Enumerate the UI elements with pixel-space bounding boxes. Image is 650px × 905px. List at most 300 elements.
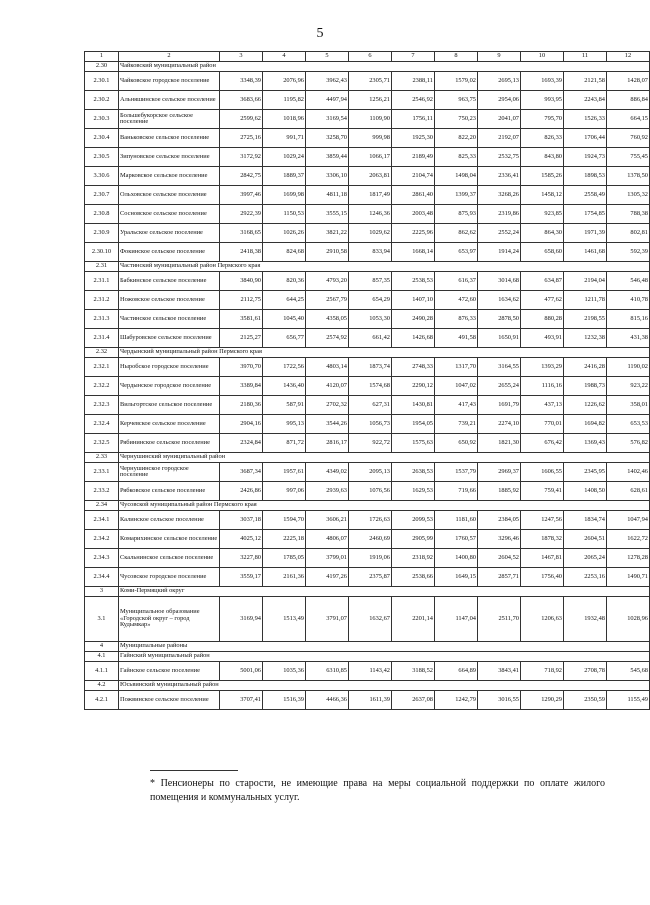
row-code: 2.30.5 <box>85 148 119 167</box>
value-cell: 3683,66 <box>220 91 263 110</box>
value-cell: 2748,33 <box>392 358 435 377</box>
column-header: 1 <box>85 52 119 62</box>
table-row <box>85 272 650 291</box>
value-cell: 1925,30 <box>392 129 435 148</box>
value-cell: 417,43 <box>435 396 478 415</box>
value-cell: 493,91 <box>521 329 564 348</box>
row-code: 2.31.1 <box>85 272 119 291</box>
value-cell: 2189,49 <box>392 148 435 167</box>
row-code: 4.2 <box>85 681 119 691</box>
table-row <box>85 463 650 482</box>
value-cell: 2384,05 <box>478 511 521 530</box>
value-cell: 3169,54 <box>306 110 349 129</box>
value-cell: 2861,40 <box>392 186 435 205</box>
section-name: Юсьвинский муниципальный район <box>119 681 650 691</box>
row-code: 2.31.3 <box>85 310 119 329</box>
value-cell: 4793,20 <box>306 272 349 291</box>
section-row <box>85 262 650 272</box>
footnote-separator <box>150 770 238 771</box>
value-cell: 1150,53 <box>263 205 306 224</box>
value-cell: 2180,36 <box>220 396 263 415</box>
value-cell: 2198,55 <box>564 310 607 329</box>
table-row <box>85 482 650 501</box>
value-cell: 1611,39 <box>349 691 392 710</box>
value-cell: 2003,48 <box>392 205 435 224</box>
value-cell: 1047,94 <box>607 511 650 530</box>
column-header: 4 <box>263 52 306 62</box>
column-header: 5 <box>306 52 349 62</box>
value-cell: 2969,37 <box>478 463 521 482</box>
section-row <box>85 501 650 511</box>
value-cell: 2375,87 <box>349 568 392 587</box>
value-cell: 2910,58 <box>306 243 349 262</box>
value-cell: 750,23 <box>435 110 478 129</box>
value-cell: 1430,81 <box>392 396 435 415</box>
value-cell: 922,72 <box>349 434 392 453</box>
value-cell: 2161,36 <box>263 568 306 587</box>
value-cell: 2857,71 <box>478 568 521 587</box>
value-cell: 676,42 <box>521 434 564 453</box>
row-code: 3.30.6 <box>85 167 119 186</box>
value-cell: 1393,29 <box>521 358 564 377</box>
value-cell: 2095,13 <box>349 463 392 482</box>
value-cell: 3559,17 <box>220 568 263 587</box>
section-row <box>85 62 650 72</box>
value-cell: 627,31 <box>349 396 392 415</box>
settlement-name: Скальнинское сельское поселение <box>119 549 220 568</box>
value-cell: 656,77 <box>263 329 306 348</box>
value-cell: 1579,02 <box>435 72 478 91</box>
value-cell: 1399,37 <box>435 186 478 205</box>
row-code: 2.32 <box>85 348 119 358</box>
table-row <box>85 530 650 549</box>
value-cell: 545,68 <box>607 662 650 681</box>
value-cell: 923,85 <box>521 205 564 224</box>
row-code: 4.1.1 <box>85 662 119 681</box>
value-cell: 1408,50 <box>564 482 607 501</box>
value-cell: 825,33 <box>435 148 478 167</box>
section-name: Чусовской муниципальный район Пермского края <box>119 501 650 511</box>
value-cell: 963,75 <box>435 91 478 110</box>
row-code: 2.30.7 <box>85 186 119 205</box>
value-cell: 1206,63 <box>521 597 564 642</box>
value-cell: 1932,48 <box>564 597 607 642</box>
value-cell: 2290,12 <box>392 377 435 396</box>
value-cell: 2708,78 <box>564 662 607 681</box>
value-cell: 653,97 <box>435 243 478 262</box>
column-header: 8 <box>435 52 478 62</box>
settlement-name: Чернушинское городское поселение <box>119 463 220 482</box>
row-code: 2.30.8 <box>85 205 119 224</box>
value-cell: 5001,06 <box>220 662 263 681</box>
row-code: 4.1 <box>85 652 119 662</box>
value-cell: 1756,40 <box>521 568 564 587</box>
settlement-name: Большебукорское сельское поселение <box>119 110 220 129</box>
value-cell: 2567,79 <box>306 291 349 310</box>
row-code: 3.1 <box>85 597 119 642</box>
value-cell: 1056,73 <box>349 415 392 434</box>
settlement-name: Рябковское сельское поселение <box>119 482 220 501</box>
value-cell: 3258,70 <box>306 129 349 148</box>
value-cell: 616,37 <box>435 272 478 291</box>
value-cell: 4466,36 <box>306 691 349 710</box>
settlement-name: Марковское сельское поселение <box>119 167 220 186</box>
value-cell: 755,45 <box>607 148 650 167</box>
value-cell: 2538,66 <box>392 568 435 587</box>
table-row <box>85 148 650 167</box>
row-code: 2.34.2 <box>85 530 119 549</box>
value-cell: 1873,74 <box>349 358 392 377</box>
value-cell: 2305,71 <box>349 72 392 91</box>
value-cell: 2702,32 <box>306 396 349 415</box>
value-cell: 788,38 <box>607 205 650 224</box>
settlement-name: Уральское сельское поселение <box>119 224 220 243</box>
value-cell: 1369,43 <box>564 434 607 453</box>
settlement-name: Ножовское сельское поселение <box>119 291 220 310</box>
value-cell: 1290,29 <box>521 691 564 710</box>
row-code: 2.30.2 <box>85 91 119 110</box>
value-cell: 1691,79 <box>478 396 521 415</box>
value-cell: 650,92 <box>435 434 478 453</box>
value-cell: 2574,92 <box>306 329 349 348</box>
value-cell: 1575,63 <box>392 434 435 453</box>
value-cell: 2637,08 <box>392 691 435 710</box>
value-cell: 3843,41 <box>478 662 521 681</box>
value-cell: 664,89 <box>435 662 478 681</box>
section-row <box>85 453 650 463</box>
table-row <box>85 186 650 205</box>
value-cell: 1047,02 <box>435 377 478 396</box>
value-cell: 718,92 <box>521 662 564 681</box>
row-code: 2.33.2 <box>85 482 119 501</box>
value-cell: 760,92 <box>607 129 650 148</box>
row-code: 2.32.1 <box>85 358 119 377</box>
value-cell: 477,62 <box>521 291 564 310</box>
value-cell: 2460,69 <box>349 530 392 549</box>
value-cell: 875,93 <box>435 205 478 224</box>
value-cell: 2201,14 <box>392 597 435 642</box>
settlement-name: Альняшинское сельское поселение <box>119 91 220 110</box>
value-cell: 3970,70 <box>220 358 263 377</box>
value-cell: 2532,75 <box>478 148 521 167</box>
column-header: 10 <box>521 52 564 62</box>
value-cell: 1878,32 <box>521 530 564 549</box>
settlement-name: Чердынское городское поселение <box>119 377 220 396</box>
value-cell: 1029,62 <box>349 224 392 243</box>
value-cell: 1076,56 <box>349 482 392 501</box>
value-cell: 1594,70 <box>263 511 306 530</box>
value-cell: 2065,24 <box>564 549 607 568</box>
value-cell: 2725,16 <box>220 129 263 148</box>
value-cell: 4803,14 <box>306 358 349 377</box>
value-cell: 2490,28 <box>392 310 435 329</box>
value-cell: 3791,07 <box>306 597 349 642</box>
value-cell: 1760,57 <box>435 530 478 549</box>
value-cell: 1195,82 <box>263 91 306 110</box>
value-cell: 2121,58 <box>564 72 607 91</box>
column-header: 6 <box>349 52 392 62</box>
settlement-name: Частинское сельское поселение <box>119 310 220 329</box>
value-cell: 795,70 <box>521 110 564 129</box>
value-cell: 1574,68 <box>349 377 392 396</box>
value-cell: 1247,56 <box>521 511 564 530</box>
value-cell: 1467,81 <box>521 549 564 568</box>
row-code: 2.31.2 <box>85 291 119 310</box>
value-cell: 3555,15 <box>306 205 349 224</box>
row-code: 2.31.4 <box>85 329 119 348</box>
value-cell: 1756,11 <box>392 110 435 129</box>
value-cell: 2225,18 <box>263 530 306 549</box>
section-row <box>85 587 650 597</box>
value-cell: 2194,04 <box>564 272 607 291</box>
value-cell: 995,13 <box>263 415 306 434</box>
value-cell: 2243,84 <box>564 91 607 110</box>
value-cell: 1461,68 <box>564 243 607 262</box>
value-cell: 3389,84 <box>220 377 263 396</box>
value-cell: 2558,49 <box>564 186 607 205</box>
value-cell: 997,06 <box>263 482 306 501</box>
value-cell: 4349,02 <box>306 463 349 482</box>
settlement-name: Сосновское сельское поселение <box>119 205 220 224</box>
value-cell: 3016,55 <box>478 691 521 710</box>
value-cell: 2638,53 <box>392 463 435 482</box>
value-cell: 1317,70 <box>435 358 478 377</box>
value-cell: 4025,12 <box>220 530 263 549</box>
row-code: 2.30.9 <box>85 224 119 243</box>
value-cell: 880,28 <box>521 310 564 329</box>
value-cell: 1498,04 <box>435 167 478 186</box>
value-cell: 820,36 <box>263 272 306 291</box>
section-row <box>85 681 650 691</box>
value-cell: 1246,36 <box>349 205 392 224</box>
table-row <box>85 72 650 91</box>
value-cell: 1428,07 <box>607 72 650 91</box>
settlement-name: Муниципальное образование «Городской округ – город Кудымкар» <box>119 597 220 642</box>
section-name: Чердынский муниципальный район Пермского края <box>119 348 650 358</box>
table-row <box>85 597 650 642</box>
value-cell: 770,01 <box>521 415 564 434</box>
column-header: 2 <box>119 52 220 62</box>
value-cell: 2345,95 <box>564 463 607 482</box>
settlement-name: Калинское сельское поселение <box>119 511 220 530</box>
table-row <box>85 224 650 243</box>
value-cell: 1402,46 <box>607 463 650 482</box>
row-code: 2.32.5 <box>85 434 119 453</box>
value-cell: 2350,59 <box>564 691 607 710</box>
value-cell: 1957,61 <box>263 463 306 482</box>
value-cell: 358,01 <box>607 396 650 415</box>
value-cell: 2604,52 <box>478 549 521 568</box>
value-cell: 2695,13 <box>478 72 521 91</box>
value-cell: 1817,49 <box>349 186 392 205</box>
row-code: 4 <box>85 642 119 652</box>
value-cell: 1155,49 <box>607 691 650 710</box>
row-code: 2.32.2 <box>85 377 119 396</box>
table-row <box>85 291 650 310</box>
column-number-row <box>85 52 650 62</box>
value-cell: 1190,02 <box>607 358 650 377</box>
value-cell: 2418,38 <box>220 243 263 262</box>
value-cell: 1606,55 <box>521 463 564 482</box>
value-cell: 3188,52 <box>392 662 435 681</box>
value-cell: 3348,39 <box>220 72 263 91</box>
value-cell: 628,61 <box>607 482 650 501</box>
value-cell: 2112,75 <box>220 291 263 310</box>
value-cell: 3296,46 <box>478 530 521 549</box>
value-cell: 1211,78 <box>564 291 607 310</box>
value-cell: 864,30 <box>521 224 564 243</box>
table-row <box>85 129 650 148</box>
value-cell: 1256,21 <box>349 91 392 110</box>
footnote: * Пенсионеры по старости, не имеющие права на меры социальной поддержки по оплате жилого помещения и коммунальных услуг. <box>150 778 605 803</box>
value-cell: 2599,62 <box>220 110 263 129</box>
value-cell: 2655,24 <box>478 377 521 396</box>
value-cell: 4120,07 <box>306 377 349 396</box>
value-cell: 2816,17 <box>306 434 349 453</box>
table-row <box>85 167 650 186</box>
table-row <box>85 205 650 224</box>
section-name: Гайнский муниципальный район <box>119 652 650 662</box>
value-cell: 1650,91 <box>478 329 521 348</box>
value-cell: 2104,74 <box>392 167 435 186</box>
value-cell: 1634,62 <box>478 291 521 310</box>
value-cell: 3707,41 <box>220 691 263 710</box>
row-code: 2.30 <box>85 62 119 72</box>
value-cell: 2842,75 <box>220 167 263 186</box>
settlement-name: Вильгортское сельское поселение <box>119 396 220 415</box>
value-cell: 2041,07 <box>478 110 521 129</box>
value-cell: 3581,61 <box>220 310 263 329</box>
settlement-name: Бабкинское сельское поселение <box>119 272 220 291</box>
value-cell: 1693,39 <box>521 72 564 91</box>
value-cell: 1035,36 <box>263 662 306 681</box>
row-code: 2.34.4 <box>85 568 119 587</box>
value-cell: 4358,05 <box>306 310 349 329</box>
table-row <box>85 377 650 396</box>
value-cell: 1971,39 <box>564 224 607 243</box>
row-code: 2.34.3 <box>85 549 119 568</box>
row-code: 2.30.3 <box>85 110 119 129</box>
value-cell: 1889,37 <box>263 167 306 186</box>
value-cell: 1116,16 <box>521 377 564 396</box>
value-cell: 1785,05 <box>263 549 306 568</box>
value-cell: 1018,96 <box>263 110 306 129</box>
section-row <box>85 642 650 652</box>
settlement-name: Зипуновское сельское поселение <box>119 148 220 167</box>
value-cell: 1754,85 <box>564 205 607 224</box>
settlement-name: Комарихинское сельское поселение <box>119 530 220 549</box>
settlement-name: Ольховское сельское поселение <box>119 186 220 205</box>
value-cell: 3164,55 <box>478 358 521 377</box>
row-code: 2.30.4 <box>85 129 119 148</box>
table-row <box>85 568 650 587</box>
value-cell: 576,82 <box>607 434 650 453</box>
value-cell: 1919,06 <box>349 549 392 568</box>
value-cell: 2324,84 <box>220 434 263 453</box>
value-cell: 1426,68 <box>392 329 435 348</box>
section-row <box>85 652 650 662</box>
value-cell: 3037,18 <box>220 511 263 530</box>
value-cell: 3306,10 <box>306 167 349 186</box>
value-cell: 3821,22 <box>306 224 349 243</box>
value-cell: 6310,85 <box>306 662 349 681</box>
value-cell: 802,81 <box>607 224 650 243</box>
value-cell: 431,38 <box>607 329 650 348</box>
value-cell: 1026,26 <box>263 224 306 243</box>
table-row <box>85 511 650 530</box>
value-cell: 1045,40 <box>263 310 306 329</box>
value-cell: 2253,16 <box>564 568 607 587</box>
value-cell: 3169,94 <box>220 597 263 642</box>
row-code: 2.30.1 <box>85 72 119 91</box>
value-cell: 3172,92 <box>220 148 263 167</box>
table-row <box>85 310 650 329</box>
column-header: 11 <box>564 52 607 62</box>
settlement-name: Гайнское сельское поселение <box>119 662 220 681</box>
page-number: 5 <box>316 26 324 41</box>
value-cell: 923,22 <box>607 377 650 396</box>
value-cell: 862,62 <box>435 224 478 243</box>
value-cell: 1232,38 <box>564 329 607 348</box>
value-cell: 822,20 <box>435 129 478 148</box>
value-cell: 587,91 <box>263 396 306 415</box>
value-cell: 2905,99 <box>392 530 435 549</box>
value-cell: 1490,71 <box>607 568 650 587</box>
value-cell: 472,60 <box>435 291 478 310</box>
value-cell: 1305,32 <box>607 186 650 205</box>
value-cell: 759,41 <box>521 482 564 501</box>
row-code: 2.34 <box>85 501 119 511</box>
value-cell: 2604,51 <box>564 530 607 549</box>
value-cell: 2388,11 <box>392 72 435 91</box>
value-cell: 1898,53 <box>564 167 607 186</box>
value-cell: 654,29 <box>349 291 392 310</box>
row-code: 2.33.1 <box>85 463 119 482</box>
value-cell: 1694,82 <box>564 415 607 434</box>
settlement-name: Фокинское сельское поселение <box>119 243 220 262</box>
value-cell: 3799,01 <box>306 549 349 568</box>
value-cell: 1458,12 <box>521 186 564 205</box>
table-row <box>85 415 650 434</box>
settlement-name: Рябининское сельское поселение <box>119 434 220 453</box>
settlement-name: Ваньковское сельское поселение <box>119 129 220 148</box>
value-cell: 4497,94 <box>306 91 349 110</box>
table-row <box>85 243 650 262</box>
value-cell: 886,84 <box>607 91 650 110</box>
value-cell: 1885,92 <box>478 482 521 501</box>
table-row <box>85 110 650 129</box>
value-cell: 2538,53 <box>392 272 435 291</box>
section-row <box>85 348 650 358</box>
value-cell: 1400,80 <box>435 549 478 568</box>
row-code: 2.32.3 <box>85 396 119 415</box>
value-cell: 592,39 <box>607 243 650 262</box>
value-cell: 1242,79 <box>435 691 478 710</box>
value-cell: 824,68 <box>263 243 306 262</box>
settlement-name: Чайковское городское поселение <box>119 72 220 91</box>
value-cell: 1629,53 <box>392 482 435 501</box>
value-cell: 2225,96 <box>392 224 435 243</box>
table-row <box>85 662 650 681</box>
value-cell: 2878,50 <box>478 310 521 329</box>
value-cell: 1914,24 <box>478 243 521 262</box>
data-table <box>84 51 650 710</box>
settlement-name: Шабуровское сельское поселение <box>119 329 220 348</box>
value-cell: 1537,79 <box>435 463 478 482</box>
value-cell: 634,87 <box>521 272 564 291</box>
value-cell: 1722,56 <box>263 358 306 377</box>
row-code: 4.2.1 <box>85 691 119 710</box>
